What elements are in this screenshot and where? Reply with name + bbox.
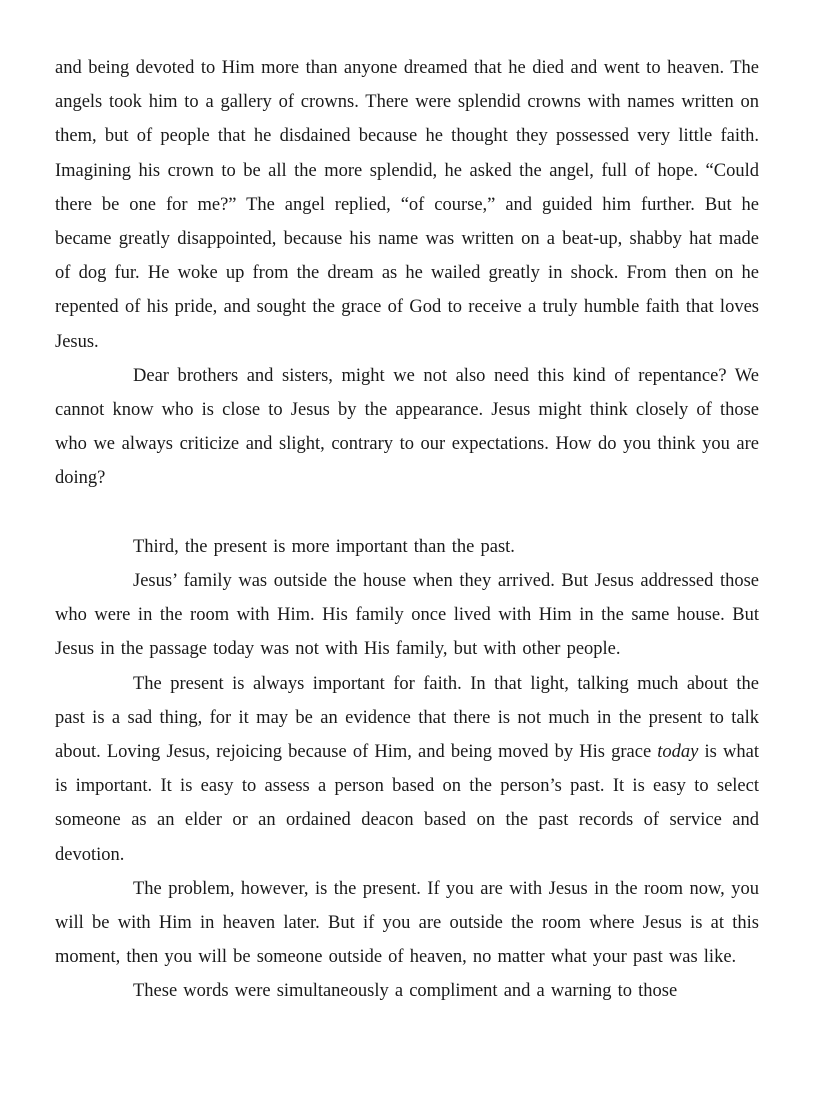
paragraph-compliment-warning: These words were simultaneously a compliment and a warning to those	[133, 981, 678, 1002]
paragraph-present-important	[55, 667, 759, 872]
document-page	[55, 51, 759, 1009]
text-segment: is what is important. It is easy to assess a person based on the person’s past. It is easy to select someone as an elder or an ordained deacon based on the past records of service and devotion.	[55, 742, 759, 865]
italic-emphasis: today	[657, 742, 699, 763]
paragraph-problem-present: The problem, however, is the present. If you are with Jesus in the room now, you will be with Him in heaven later. But if you are outside the room where Jesus is at this moment, then you will be someone outside of heaven, no matter what your past was like.	[55, 878, 759, 968]
paragraph-crown-dream: and being devoted to Him more than anyone dreamed that he died and went to heaven. The angels took him to a gallery of crowns. There were splendid crowns with names written on them, but of people that he disdained because he thought they possessed very little faith. Imagining his crown to be all the more splendid, he asked the angel, full of hope. “Could there be one for me?” The angel replied, “of course,” and guided him further. But he became greatly disappointed, because his name was written on a beat-up, shabby hat made of dog fur. He woke up from the dream as he wailed greatly in shock. From then on he repented of his pride, and sought the grace of God to receive a truly humble faith that loves Jesus.	[55, 58, 759, 352]
paragraph-gap	[55, 496, 759, 530]
text-segment: The present is always important for faith. In that light, talking much about the past is a sad thing, for it may be an evidence that there is not much in the present to talk about. Loving Jesus, rejoicing because of Him, and being moved by His grace	[55, 673, 759, 763]
paragraph-third-point: Third, the present is more important than the past.	[133, 536, 515, 557]
paragraph-repentance: Dear brothers and sisters, might we not also need this kind of repentance? We cannot know who is close to Jesus by the appearance. Jesus might think closely of those who we always criticize and slight, contrary to our expectations. How do you think you are doing?	[55, 365, 759, 489]
paragraph-family-outside: Jesus’ family was outside the house when they arrived. But Jesus addressed those who were in the room with Him. His family once lived with Him in the same house. But Jesus in the passage today was not with His family, but with other people.	[55, 571, 759, 660]
